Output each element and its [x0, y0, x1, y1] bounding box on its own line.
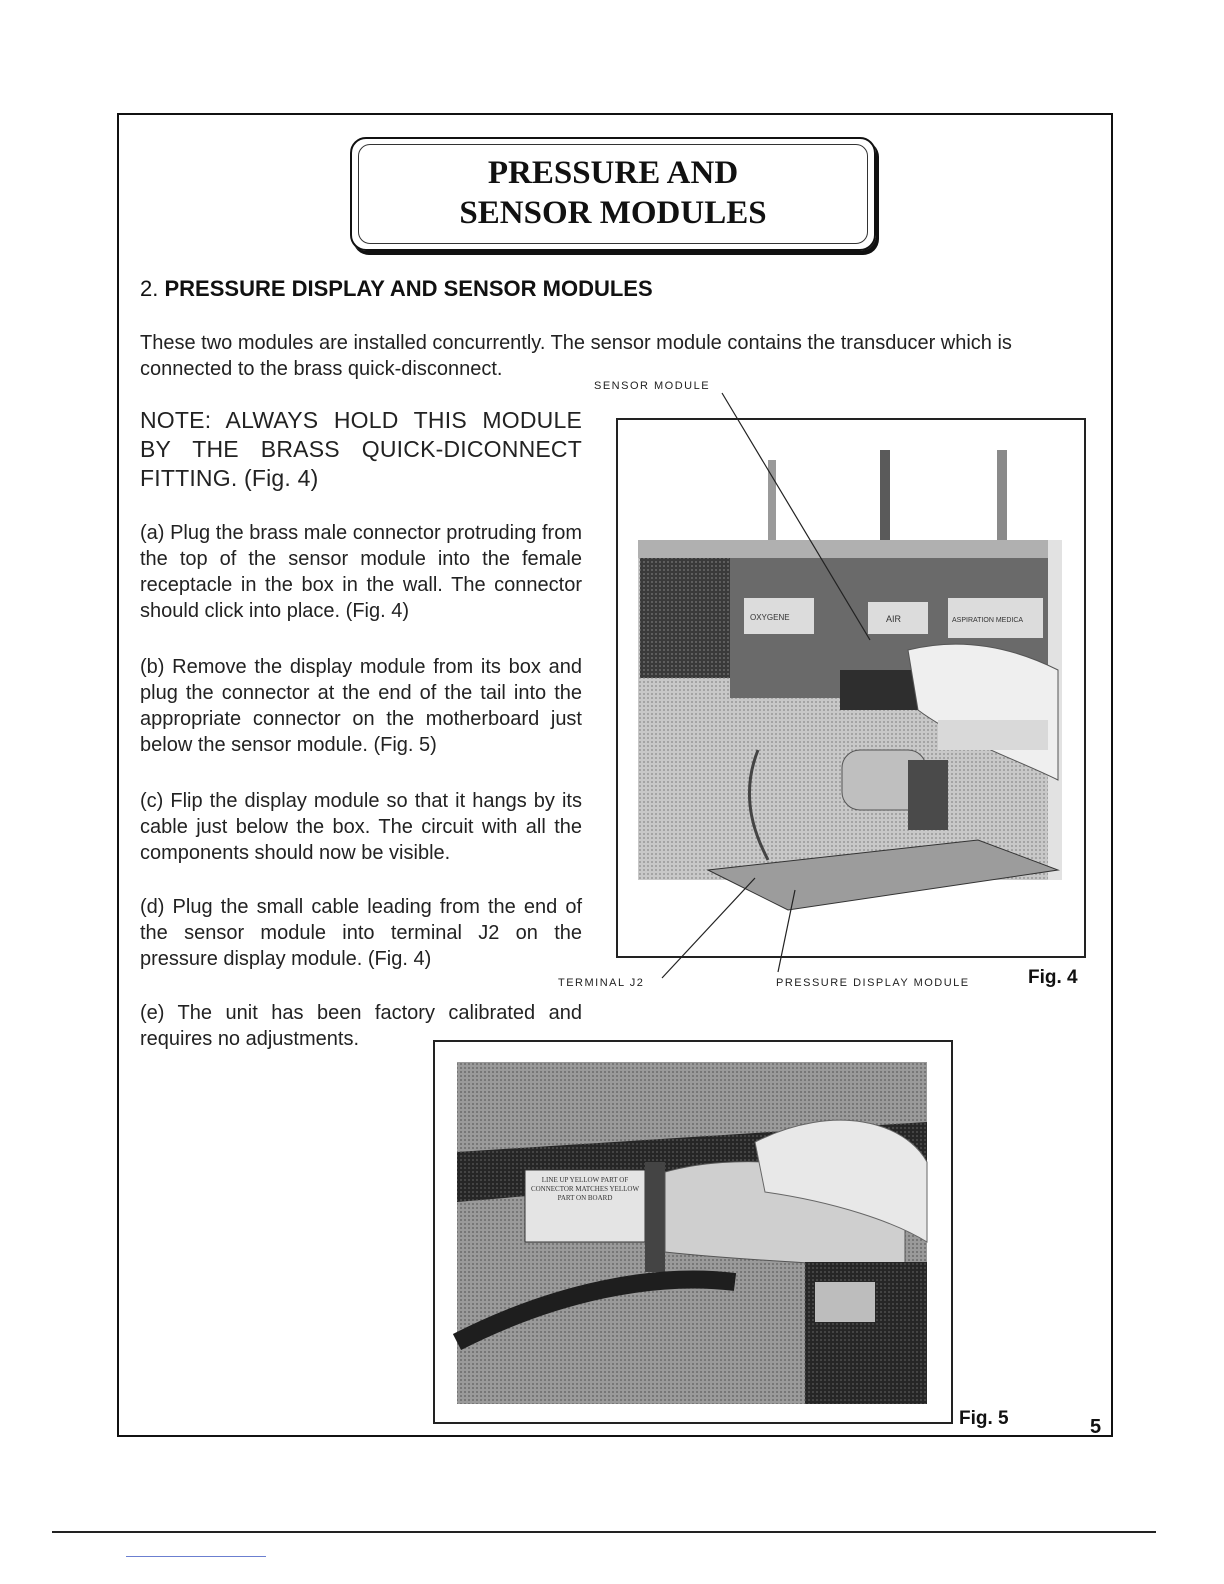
page-number: 5	[1090, 1416, 1102, 1438]
leader-line-terminal	[662, 878, 755, 978]
oxygen-label-text: OXYGENE	[750, 613, 790, 622]
bottom-rule	[52, 1531, 1156, 1533]
figure-5-photo	[433, 1040, 953, 1424]
step-d-paragraph: (d) Plug the small cable leading from the end of the sensor module into terminal J2 on the pressure display module. (Fig. 4)	[140, 896, 582, 970]
step-c-paragraph: (c) Flip the display module so that it hangs by its cable just below the box. The circuit with all the components should now be visible.	[140, 790, 582, 864]
section-heading-text: PRESSURE DISPLAY AND SENSOR MODULES	[164, 276, 653, 301]
page-title-line-2: SENSOR MODULES	[459, 195, 767, 231]
intro-paragraph: These two modules are installed concurrently. The sensor module contains the transducer which is connected to the brass quick-disconnect.	[140, 332, 1012, 380]
note-paragraph: NOTE: ALWAYS HOLD THIS MODULE BY THE BRASS QUICK-DICONNECT FITTING. (Fig. 4)	[140, 407, 582, 491]
leader-line-display	[778, 890, 795, 972]
leader-line-sensor	[722, 393, 870, 640]
figure-4-label: Fig. 4	[1028, 967, 1078, 988]
step-e-paragraph: (e) The unit has been factory calibrated and requires no adjustments.	[140, 1002, 582, 1050]
board-component	[815, 1282, 875, 1322]
step-b-paragraph: (b) Remove the display module from its box and plug the connector at the end of the tail into the appropriate connector on the motherboard just below the sensor module. (Fig. 5)	[140, 656, 582, 756]
page-title-line-1: PRESSURE AND	[487, 155, 739, 191]
callout-pressure-display-module: PRESSURE DISPLAY MODULE	[776, 977, 970, 989]
callout-terminal-j2: TERMINAL J2	[558, 977, 645, 989]
medical-label-text: ASPIRATION MEDICA	[952, 617, 1024, 624]
figure-5-label: Fig. 5	[959, 1408, 1009, 1429]
section-number: 2.	[140, 276, 159, 301]
step-a-paragraph: (a) Plug the brass male connector protruding from the top of the sensor module into the female receptacle in the box in the wall. The connector should click into place. (Fig. 4)	[140, 522, 582, 622]
air-label-text: AIR	[886, 614, 902, 624]
instruction-sticker-text: LINE UP YELLOW PART OF CONNECTOR MATCHES YELLOW PART ON BOARD	[530, 1176, 640, 1202]
blue-rule	[126, 1556, 266, 1557]
figure-5-illustration	[435, 1042, 951, 1422]
callout-sensor-module: SENSOR MODULE	[594, 380, 711, 392]
header-connector	[645, 1162, 665, 1272]
